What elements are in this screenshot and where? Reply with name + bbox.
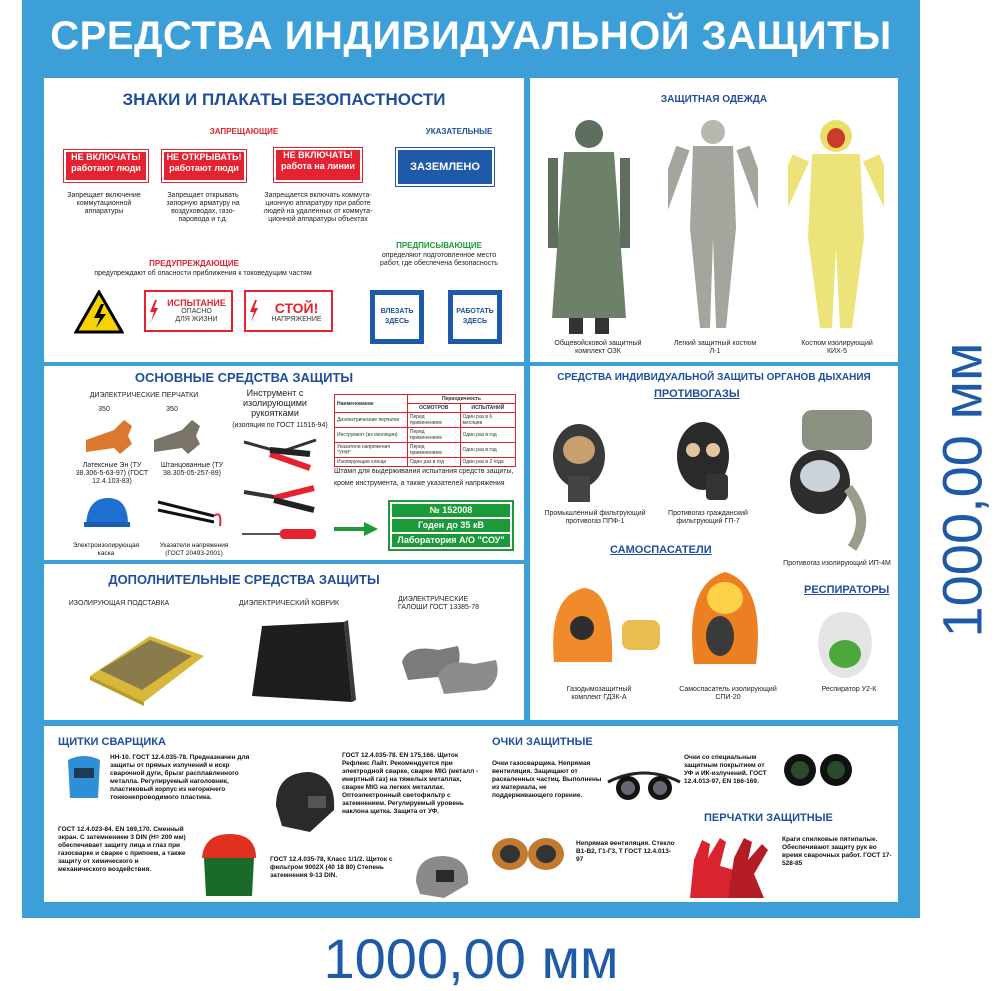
rescuers-label: САМОСПАСАТЕЛИ — [610, 544, 712, 556]
stamp-note: Штамп для выдерживания испытания средств защиты, кроме инструмента, а также указателей напряжения — [334, 468, 514, 487]
clothing-item3: Костюм изолирующий КИХ-5 — [801, 340, 873, 355]
tool-label: Инструмент с изолирующими рукоятками — [243, 388, 307, 418]
work-here-sign: РАБОТАТЬ ЗДЕСЬ — [448, 290, 502, 344]
welder4-desc: ГОСТ 12.4.035-78, Класс 1/1/2. Щиток с фильтром 9002Х (40 18 80) Степень затемнения 9-13 DIN. — [270, 856, 393, 879]
width-dimension-label: 1000,00 мм — [323, 927, 619, 990]
extra-panel — [44, 564, 524, 720]
stamp-number: № 152008 — [392, 504, 510, 517]
table-cell: Инструмент (из изоляции) — [335, 428, 408, 443]
prohibiting-label: ЗАПРЕЩАЮЩИЕ — [209, 127, 279, 136]
clothing-title: ЗАЩИТНАЯ ОДЕЖДА — [660, 94, 768, 105]
lightning-icon — [249, 300, 259, 322]
gdzk-a-image — [544, 576, 664, 666]
rescuer1-desc: Газодымозащитный комплект ГДЗК-А — [566, 686, 632, 701]
table-cell: Один раз в 2 года — [460, 458, 515, 467]
welder3-desc: ГОСТ 12.4.023-84. EN 169,170. Сменный экран. С затемнением 3 DIN (Н= 200 мм) обеспечивает защиту лица и глаз при газосварке и сварке с припоем, а также защиту от химического и механического воздействия. — [58, 826, 186, 873]
test-danger-sign — [144, 290, 233, 332]
table-cell: Один раз в год — [460, 428, 515, 443]
gasmask3-desc: Противогаз изолирующий ИП-4М — [783, 560, 891, 567]
extra-title: ДОПОЛНИТЕЛЬНЫЕ СРЕДСТВА ЗАЩИТЫ — [108, 572, 380, 587]
signs-title: ЗНАКИ И ПЛАКАТЫ БЕЗОПАСТНОСТИ — [122, 90, 446, 109]
stamp-valid: Годен до 35 кВ — [392, 519, 510, 532]
indicating-label: УКАЗАТЕЛЬНЫЕ — [425, 127, 493, 136]
table-cell: Перед применением — [407, 413, 460, 428]
gloves1-desc: Краги спилковые пятипалые. Обеспечивают защиту рук во время сварочных работ. ГОСТ 17-528-85 — [782, 836, 892, 867]
gasmask1-desc: Промышленный фильтрующий противогаз ППФ-1 — [544, 510, 646, 525]
screwdriver-image — [240, 526, 320, 542]
table-cell: Указатели напряжения "УНН" — [335, 443, 408, 458]
extra-item3: ДИЭЛЕКТРИЧЕСКИЕ ГАЛОШИ ГОСТ 13385-78 — [398, 596, 480, 611]
table-row — [335, 443, 516, 458]
welder-helmet-9002x-image — [412, 852, 472, 900]
table-row — [335, 413, 516, 428]
prescriptive-desc: определяют подготовленное место работ, где обеспечена безопасность — [380, 252, 498, 267]
voltage-indicator-image — [154, 496, 224, 530]
enter-here-sign: ВЛЕЗАТЬ ЗДЕСЬ — [370, 290, 424, 344]
welder-gloves-image — [684, 830, 774, 900]
clothing-item2: Легкий защитный костюм Л-1 — [673, 340, 757, 355]
welder-helmet-visor-image — [194, 828, 264, 898]
gas-welder-goggles-image — [604, 762, 684, 806]
goggles2-desc: Очки со специальным защитным покрытием от УФ и ИК-излучений. ГОСТ 12.4.013-97, EN 166-169. — [684, 754, 767, 785]
gloves-title: ПЕРЧАТКИ ЗАЩИТНЫЕ — [704, 812, 833, 824]
respirator-desc: Респиратор У2-К — [821, 686, 877, 693]
welder-title: ЩИТКИ СВАРЩИКА — [58, 736, 166, 748]
gloves-dim2: 350 — [166, 406, 178, 413]
gasmasks-label: ПРОТИВОГАЗЫ — [654, 388, 740, 400]
sign1-desc: Запрещает включение коммутационной аппаратуры — [67, 192, 141, 215]
goggles-title: ОЧКИ ЗАЩИТНЫЕ — [492, 736, 593, 748]
lightning-icon — [149, 300, 159, 322]
prescriptive-label: ПРЕДПИСЫВАЮЩИЕ — [396, 241, 482, 250]
sign-do-not-open: НЕ ОТКРЫВАТЬ! работают люди — [162, 150, 246, 182]
respirators-label: РЕСПИРАТОРЫ — [804, 584, 890, 596]
goggles3-desc: Непрямая вентиляция. Стекло В1-В2, Г1-Г3, Т ГОСТ 12.4.013-97 — [576, 840, 675, 863]
welder-helmet-reflex-image — [270, 766, 340, 836]
welder1-desc: НН-10. ГОСТ 12.4.035-78. Предназначен для защиты от прямых излучений и искр сварочной дуги, брызг расплавленного металла. Регулируемый наголовник, пластиковый корпус из негорючего тонконепроводимого пластика. — [110, 754, 250, 801]
table-header-name: Наименование — [335, 395, 408, 413]
electric-hazard-icon — [74, 290, 124, 334]
gasmask-ppf1-image — [544, 416, 614, 506]
spi20-image — [680, 564, 770, 674]
breathing-title: СРЕДСТВА ИНДИВИДУАЛЬНОЙ ЗАЩИТЫ ОРГАНОВ ДЫХАНИЯ — [557, 372, 871, 383]
basic-title: ОСНОВНЫЕ СРЕДСТВА ЗАЩИТЫ — [134, 370, 354, 385]
test-stamp — [388, 500, 514, 551]
poster-title: СРЕДСТВА ИНДИВИДУАЛЬНОЙ ЗАЩИТЫ — [50, 14, 892, 58]
poster-board — [22, 0, 920, 918]
l1-suit-image — [668, 118, 758, 338]
welder2-desc: ГОСТ 12.4.035-78. EN 175,166. Щиток Рефлекс Лайт. Рекомендуется при электродной сварке, сварке MIG (металл - инертный газ) на тяжелых металлах, сварке MIG на легких металлах. Оптоэлектронный светофильтр с затемнением. Регулируемый уровень наклона щитка. Защита от УФ. — [342, 752, 479, 815]
table-header-period: Периодичность — [407, 395, 515, 404]
rescuer2-desc: Самоспасатель изолирующий СПИ-20 — [679, 686, 777, 701]
uv-ir-goggles-image — [778, 744, 858, 796]
tool-gost: (изоляция по ГОСТ 11516-94) — [232, 422, 328, 429]
bottom-panel — [44, 726, 898, 902]
table-cell: Перед применением — [407, 443, 460, 458]
table-cell: Изолирующие клещи — [335, 458, 408, 467]
warning-label: ПРЕДУПРЕЖДАЮЩИЕ — [149, 259, 239, 268]
goggles1-desc: Очки газосварщика. Непрямая вентиляция. Защищают от раскаленных частиц. Выполнены из материала, не поддерживающего горение. — [492, 760, 602, 799]
table-row — [335, 428, 516, 443]
table-cell: Один раз в год — [460, 443, 515, 458]
gasmask2-desc: Противогаз гражданский фильтрующий ГП-7 — [668, 510, 748, 525]
respirator-image — [810, 602, 880, 682]
extra-item2: ДИЭЛЕКТРИЧЕСКИЙ КОВРИК — [238, 600, 340, 607]
gasmask-ip4m-image — [782, 408, 882, 558]
ozk-suit-image — [544, 118, 634, 338]
dielectric-mat-image — [248, 616, 358, 706]
glove1-desc: Латексные Эн (ТУ 38.306-5-63-97) (ГОСТ 12.4.103-83) — [75, 462, 149, 485]
sign2-desc: Запрещает открывать запорную арматуру на воздуховодах, газо- паровода и т.д. — [166, 192, 240, 223]
vented-goggles-image — [488, 828, 568, 878]
height-dimension-label: 1000,00 мм — [930, 342, 994, 638]
stamped-glove-image — [152, 418, 202, 458]
basic-panel — [44, 366, 524, 560]
test-sign-sub: ОПАСНО ДЛЯ ЖИЗНИ — [175, 308, 218, 323]
kih5-suit-image — [788, 118, 884, 338]
table-cell: Один раз в год — [407, 458, 460, 467]
welder-shield-nn10-image — [64, 752, 104, 802]
clothing-panel — [530, 78, 898, 362]
sign-do-not-switch-people: НЕ ВКЛЮЧАТЬ! работают люди — [64, 150, 148, 182]
signs-panel — [44, 78, 524, 362]
table-cell: Диэлектрические перчатки — [335, 413, 408, 428]
table-header-test: ИСПЫТАНИЙ — [460, 404, 515, 413]
stamp-lab: Лаборатория А/О "СОУ" — [392, 534, 510, 547]
pliers-image — [240, 434, 320, 474]
stop-sign-text: СТОЙ! — [274, 299, 319, 316]
helmet-desc: Электроизолирующая каска — [72, 542, 140, 557]
sign3-desc: Запрещается включать коммута- ционную аппаратуру при работе людей на удаленных от коммута- ционной аппаратуры объектах — [263, 192, 373, 223]
dielectric-galoshes-image — [398, 636, 508, 700]
extra-item1: ИЗОЛИРУЮЩАЯ ПОДСТАВКА — [68, 600, 170, 607]
cutters-image — [240, 482, 320, 516]
indicator-desc: Указатели напряжения (ГОСТ 20493-2001) — [159, 542, 229, 557]
height-dimension — [932, 280, 992, 700]
sign-do-not-switch-line: НЕ ВКЛЮЧАТЬ! работа на линии — [274, 148, 362, 182]
gasmask-gp7-image — [668, 416, 738, 506]
warning-desc: предупреждают об опасности приближения к токоведущим частям — [94, 270, 312, 277]
gloves-label: ДИЭЛЕКТРИЧЕСКИЕ ПЕРЧАТКИ — [89, 392, 199, 399]
breathing-panel — [530, 366, 898, 720]
test-sign-text: ИСПЫТАНИЕ — [167, 298, 226, 308]
glove2-desc: Штанцованные (ТУ 38.305-05-257-89) — [160, 462, 224, 477]
helmet-icon — [82, 494, 132, 534]
inspection-table — [334, 394, 516, 467]
stop-voltage-sign — [244, 290, 333, 332]
latex-glove-image — [84, 418, 134, 458]
arrow-right-icon — [334, 522, 378, 536]
table-header-inspect: ОСМОТРОВ — [407, 404, 460, 413]
sign-grounded: ЗАЗЕМЛЕНО — [396, 148, 494, 186]
clothing-item1: Общевойсковой защитный комплект ОЗК — [554, 340, 642, 355]
insulating-stand-image — [80, 616, 210, 706]
table-cell: Перед применением — [407, 428, 460, 443]
table-cell: Один раз в 6 месяцев — [460, 413, 515, 428]
stop-sign-sub: НАПРЯЖЕНИЕ — [271, 315, 322, 323]
gloves-dim1: 350 — [98, 406, 110, 413]
